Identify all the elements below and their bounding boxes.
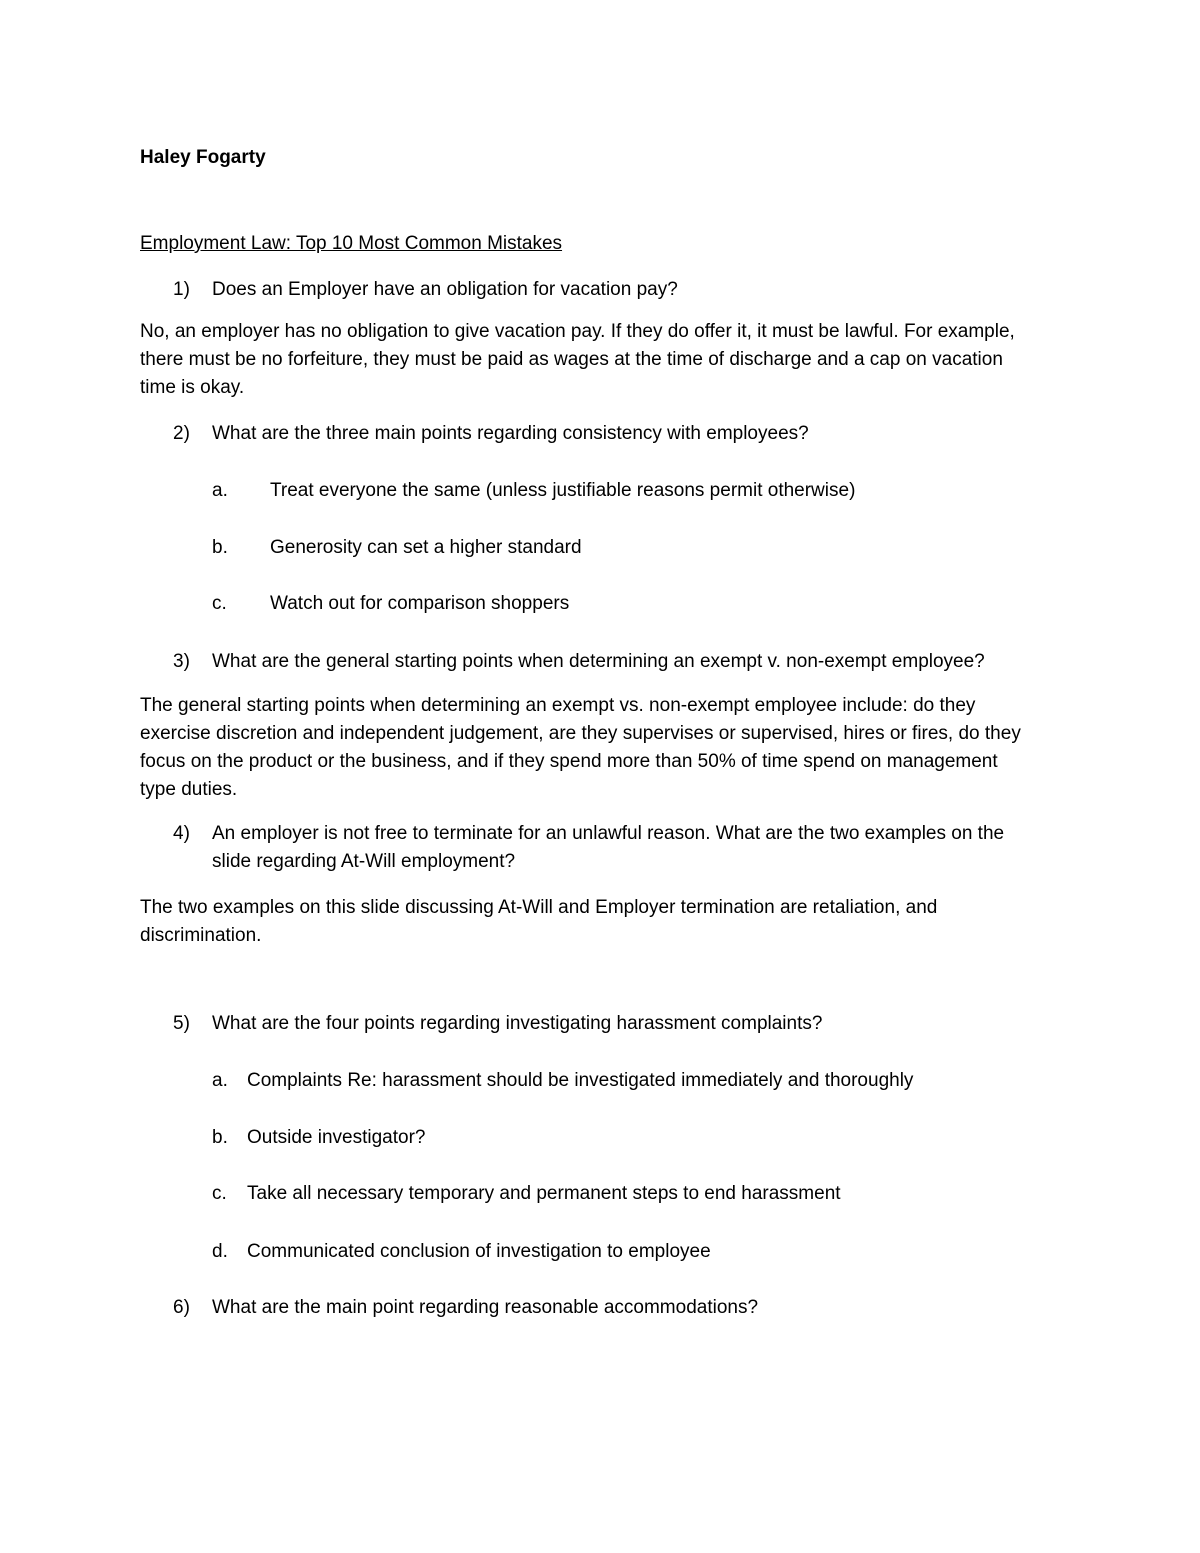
- question-number-6: 6): [173, 1297, 190, 1318]
- question-5: What are the four points regarding investigating harassment complaints?: [212, 1013, 823, 1034]
- question-number-1: 1): [173, 279, 190, 300]
- answer-4-line-2: discrimination.: [140, 925, 262, 946]
- question-3: What are the general starting points when determining an exempt v. non-exempt employee?: [212, 651, 985, 672]
- answer-1-line-3: time is okay.: [140, 377, 245, 398]
- list-item: Watch out for comparison shoppers: [270, 593, 570, 614]
- question-4-line-1: An employer is not free to terminate for an unlawful reason. What are the two examples on the: [212, 823, 1005, 844]
- list-item-letter: c.: [212, 1183, 227, 1204]
- list-item: Treat everyone the same (unless justifiable reasons permit otherwise): [270, 480, 856, 501]
- list-item: Communicated conclusion of investigation to employee: [247, 1241, 711, 1262]
- question-number-5: 5): [173, 1013, 190, 1034]
- question-2: What are the three main points regarding consistency with employees?: [212, 423, 809, 444]
- list-item-letter: c.: [212, 593, 227, 614]
- list-item: Take all necessary temporary and permanent steps to end harassment: [247, 1183, 841, 1204]
- list-item-letter: b.: [212, 1127, 228, 1148]
- answer-1-line-2: there must be no forfeiture, they must be paid as wages at the time of discharge and a cap on vacation: [140, 349, 1003, 370]
- answer-3-line-3: focus on the product or the business, and if they spend more than 50% of time spend on management: [140, 751, 998, 772]
- list-item: Outside investigator?: [247, 1127, 426, 1148]
- question-6: What are the main point regarding reasonable accommodations?: [212, 1297, 759, 1318]
- answer-3-line-2: exercise discretion and independent judgement, are they supervises or supervised, hires or fires, do they: [140, 723, 1021, 744]
- document-title: Employment Law: Top 10 Most Common Mistakes: [140, 233, 563, 254]
- question-number-3: 3): [173, 651, 190, 672]
- list-item-letter: a.: [212, 480, 228, 501]
- list-item: Generosity can set a higher standard: [270, 537, 582, 558]
- question-number-2: 2): [173, 423, 190, 444]
- author-name: Haley Fogarty: [140, 147, 266, 168]
- answer-3-line-4: type duties.: [140, 779, 238, 800]
- question-1: Does an Employer have an obligation for vacation pay?: [212, 279, 678, 300]
- question-number-4: 4): [173, 823, 190, 844]
- question-4-line-2: slide regarding At-Will employment?: [212, 851, 516, 872]
- list-item-letter: a.: [212, 1070, 228, 1091]
- answer-1-line-1: No, an employer has no obligation to give vacation pay. If they do offer it, it must be lawful. For example,: [140, 321, 1015, 342]
- answer-3-line-1: The general starting points when determining an exempt vs. non-exempt employee include: do they: [140, 695, 976, 716]
- list-item-letter: b.: [212, 537, 228, 558]
- list-item: Complaints Re: harassment should be investigated immediately and thoroughly: [247, 1070, 914, 1091]
- answer-4-line-1: The two examples on this slide discussing At-Will and Employer termination are retaliation, and: [140, 897, 938, 918]
- list-item-letter: d.: [212, 1241, 228, 1262]
